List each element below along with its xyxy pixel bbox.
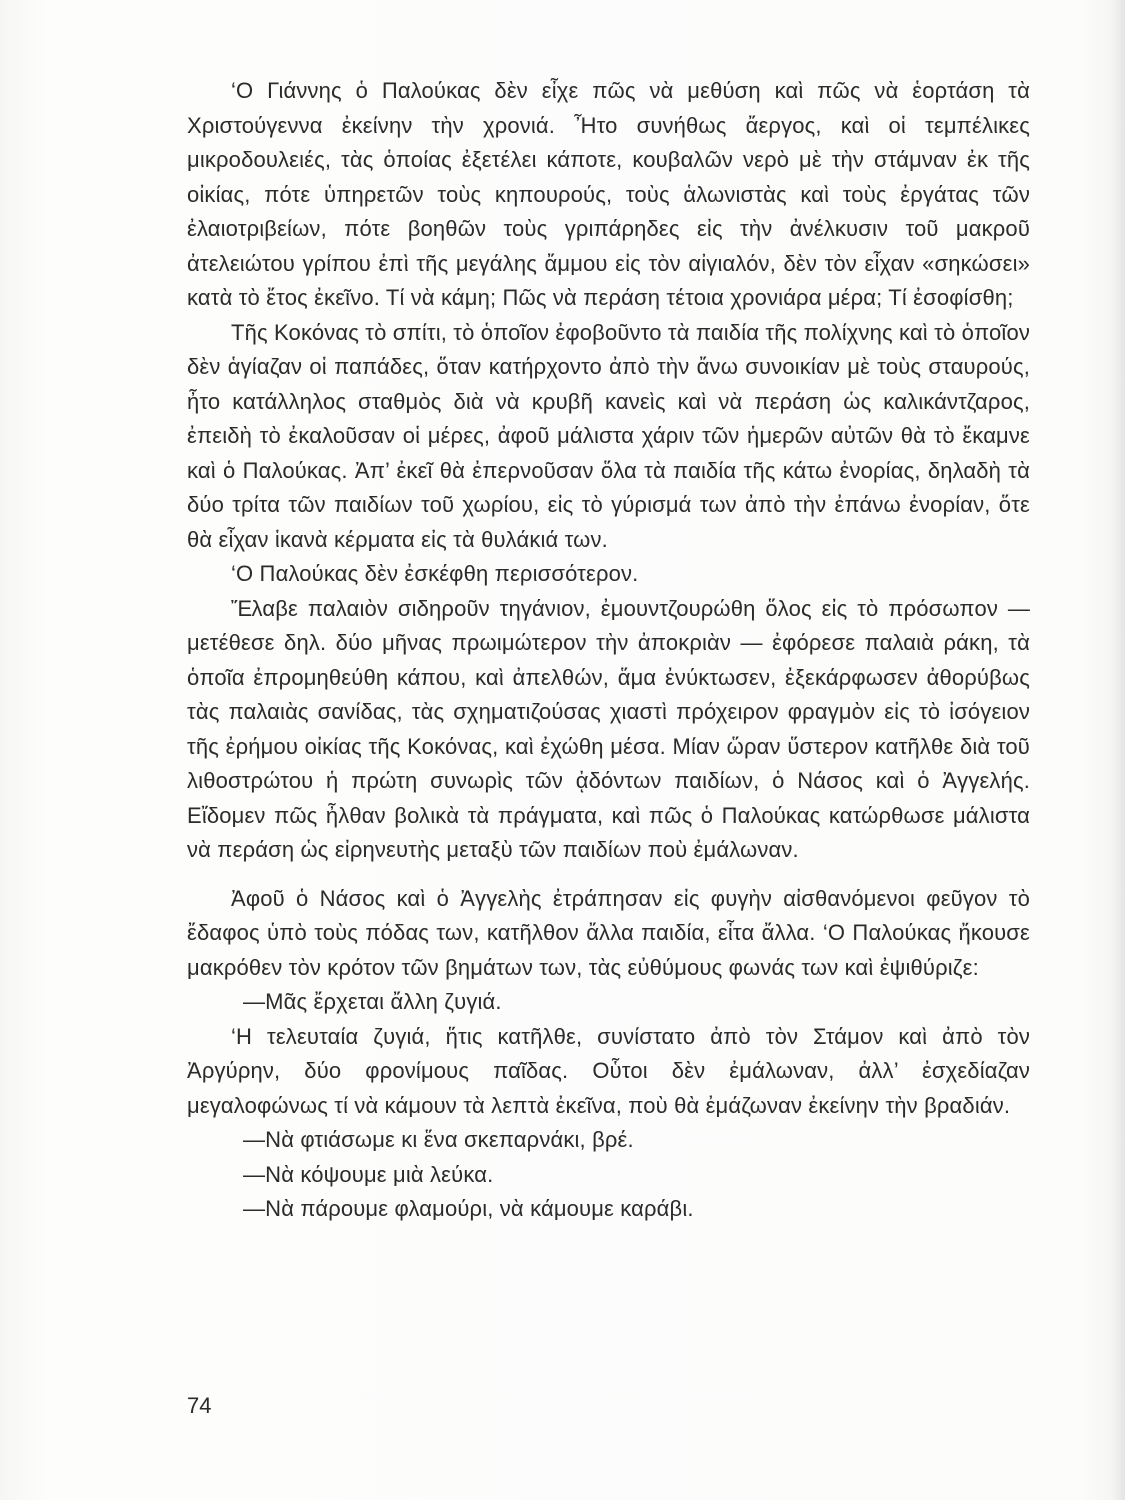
dialogue-line-1: —Μᾶς ἔρχεται ἄλλη ζυγιά. <box>243 989 502 1014</box>
paragraph-4: Ἔλαβε παλαιὸν σιδηροῦν τηγάνιον, ἐμουντζουρώθη ὅλος εἰς τὸ πρόσωπον — μετέθεσε δηλ. δύο μῆνας πρωιμώτερον τὴν ἀποκριὰν — ἐφόρεσε παλαιὰ ράκη, τὰ ὁποῖα ἐπρομηθεύθη κάπου, καὶ ἀπελθών, ἅμα ἐνύκτωσεν, ἐξεκάρφωσεν ἀθορύβως τὰς παλαιὰς σανίδας, τὰς σχηματιζούσας χιαστὶ πρόχειρον φραγμὸν εἰς τὸ ἰσόγειον τῆς ἐρήμου οἰκίας τῆς Κοκόνας, καὶ ἐχώθη μέσα. Μίαν ὥραν ὕστερον κατῆλθε διὰ τοῦ λιθοστρώτου ἡ πρώτη συνωρὶς τῶν ᾀδόντων παιδίων, ὁ Νάσος καὶ ὁ Ἀγγελής. Εἴδομεν πῶς ἦλθαν βολικὰ τὰ πράγματα, καὶ πῶς ὁ Παλούκας κατώρθωσε μάλιστα νὰ περάση ὡς εἰρηνευτὴς μεταξὺ τῶν παιδίων ποὺ ἐμάλωναν. <box>187 595 1030 862</box>
paragraph-3: ‘Ο Παλούκας δὲν ἐσκέφθη περισσότερον. <box>231 561 639 586</box>
page-edge-shadow <box>1111 0 1125 1500</box>
dialogue-line-2: —Νὰ φτιάσωμε κι ἕνα σκεπαρνάκι, βρέ. <box>243 1127 634 1152</box>
dialogue-line-3: —Νὰ κόψουμε μιὰ λεύκα. <box>243 1161 494 1187</box>
paragraph-6: ‘Η τελευταία ζυγιά, ἥτις κατῆλθε, συνίστατο ἀπὸ τὸν Στάμον καὶ ἀπὸ τὸν Ἀργύρην, δύο φρονίμους παῖδας. Οὗτοι δὲν ἐμάλωναν, ἀλλ’ ἐσχεδίαζαν μεγαλοφώνως τί νὰ κάμουν τὰ λεπτὰ ἐκεῖνα, ποὺ θὰ ἐμάζωναν ἐκείνην τὴν βραδιάν. <box>187 1023 1030 1118</box>
dialogue-line-4: —Νὰ πάρουμε φλαμούρι, νὰ κάμουμε καράβι. <box>243 1196 694 1221</box>
page-number: 74 <box>187 1393 212 1418</box>
paragraph-2: Τῆς Κοκόνας τὸ σπίτι, τὸ ὁποῖον ἐφοβοῦντο τὰ παιδία τῆς πολίχνης καὶ τὸ ὁποῖον δὲν ἁγίαζαν οἱ παπάδες, ὅταν κατήρχοντο ἀπὸ τὴν ἄνω συνοικίαν μὲ τοὺς σταυρούς, ἦτο κατάλληλος σταθμὸς διὰ νὰ κρυβῆ κανεὶς καὶ νὰ περάση ὡς καλικάντζαρος, ἐπειδὴ τὸ ἐκαλοῦσαν οἱ μέρες, ἀφοῦ μάλιστα χάριν τῶν ἡμερῶν αὐτῶν θὰ τὸ ἔκαμνε καὶ ὁ Παλούκας. Ἀπ’ ἐκεῖ θὰ ἐπερνοῦσαν ὅλα τὰ παιδία τῆς κάτω ἐνορίας, δηλαδὴ τὰ δύο τρίτα τῶν παιδίων τοῦ χωρίου, εἰς τὸ γύρισμά των ἀπὸ τὴν ἐπάνω ἐνορίαν, ὅτε θὰ εἶχαν ἱκανὰ κέρματα εἰς τὰ θυλάκιά των. <box>187 319 1030 552</box>
page-body-text <box>187 74 1030 1227</box>
paragraph-5: Ἀφοῦ ὁ Νάσος καὶ ὁ Ἀγγελὴς ἐτράπησαν εἰς φυγὴν αἰσθανόμενοι φεῦγον τὸ ἔδαφος ὑπὸ τοὺς πόδας των, κατῆλθον ἄλλα παιδία, εἶτα ἄλλα. ‘Ο Παλούκας ἤκουσε μακρόθεν τὸν κρότον τῶν βημάτων των, τὰς εὐθύμους φωνάς των καὶ ἐψιθύριζε: <box>187 885 1030 980</box>
paragraph-1: ‘Ο Γιάννης ὁ Παλούκας δὲν εἶχε πῶς νὰ μεθύση καὶ πῶς νὰ ἑορτάση τὰ Χριστούγεννα ἐκείνην τὴν χρονιά. Ἦτο συνήθως ἄεργος, καὶ οἱ τεμπέλικες μικροδουλειές, τὰς ὁποίας ἐξετέλει κάποτε, κουβαλῶν νερὸ μὲ τὴν στάμναν ἐκ τῆς οἰκίας, πότε ὑπηρετῶν τοὺς κηπουρούς, τοὺς ἁλωνιστὰς καὶ τοὺς ἐργάτας τῶν ἐλαιοτριβείων, πότε βοηθῶν τοὺς γριπάρηδες εἰς τὴν ἀνέλκυσιν τοῦ μακροῦ ἀτελειώτου γρίπου ἐπὶ τῆς μεγάλης ἄμμου εἰς τὸν αἰγιαλόν, δὲν τὸν εἶχαν «σηκώσει» κατὰ τὸ ἔτος ἐκεῖνο. Τί νὰ κάμη; Πῶς νὰ περάση τέτοια χρονιάρα μέρα; Τί ἐσοφίσθη; <box>187 78 1030 310</box>
